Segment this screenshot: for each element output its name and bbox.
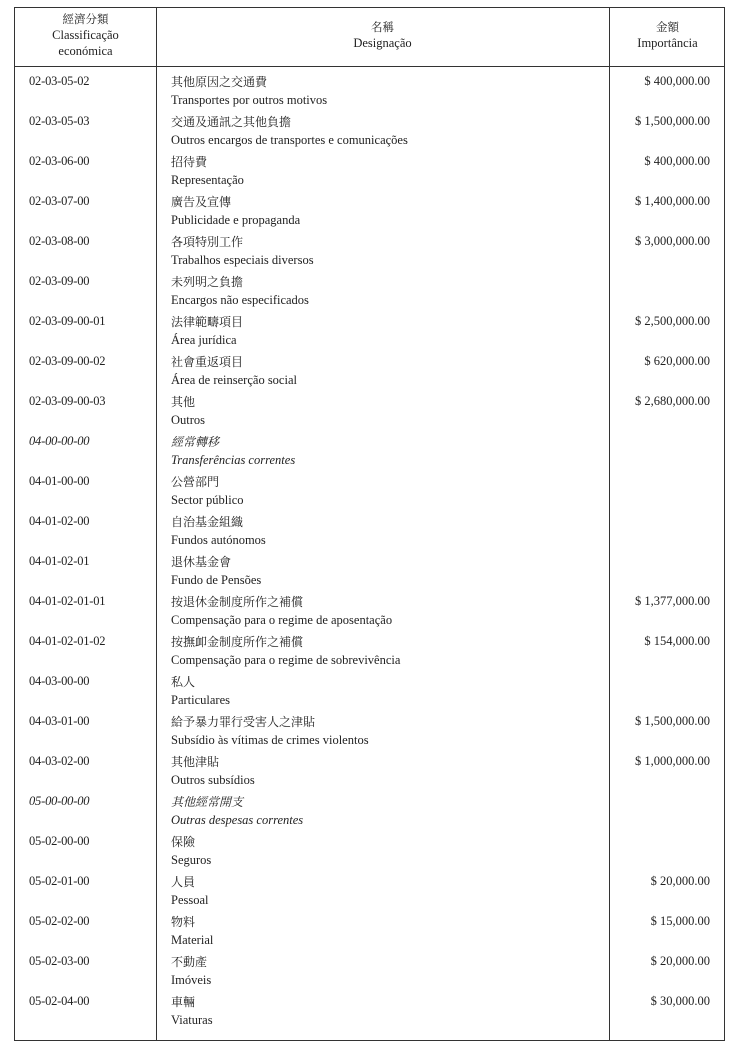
economic-code: 02-03-09-00 [29,274,90,288]
designation-pt: Outros encargos de transportes e comunicações [171,133,408,147]
economic-code: 02-03-09-00-02 [29,354,106,368]
header-classification-pt-1: Classificação [52,28,119,42]
designation-pt: Transportes por outros motivos [171,93,328,107]
designation-pt: Seguros [171,853,212,867]
table-row [15,231,724,271]
economic-code: 05-02-00-00 [29,834,90,848]
amount-value: $ 20,000.00 [650,954,710,968]
budget-table [14,7,725,1041]
designation-pt: Área jurídica [171,333,237,347]
economic-code: 04-00-00-00 [29,434,90,448]
economic-code: 04-03-00-00 [29,674,90,688]
table-row [15,111,724,151]
header-designation [156,19,609,51]
economic-code: 04-01-02-01-01 [29,594,106,608]
designation-zh: 物料 [171,915,196,929]
designation-zh: 其他 [171,395,196,409]
header-amount [609,19,726,51]
designation-pt: Sector público [171,493,244,507]
designation-pt: Imóveis [171,973,212,987]
economic-code: 02-03-09-00-01 [29,314,106,328]
designation-pt: Representação [171,173,244,187]
designation-zh: 私人 [171,675,196,689]
designation-zh: 按退休金制度所作之補償 [171,595,304,609]
amount-value: $ 2,680,000.00 [635,394,710,408]
designation-zh: 車輛 [171,995,196,1009]
designation-pt: Fundo de Pensões [171,573,262,587]
table-row [15,511,724,551]
economic-code: 04-01-02-01-02 [29,634,106,648]
designation-zh: 未列明之負擔 [171,275,244,289]
table-row [15,271,724,311]
table-row [15,791,724,831]
header-classification [15,11,156,59]
table-row [15,471,724,511]
designation-pt: Outras despesas correntes [171,813,304,827]
table-row [15,391,724,431]
table-row [15,191,724,231]
designation-zh: 其他津貼 [171,755,220,769]
designation-zh: 公營部門 [171,475,220,489]
amount-value: $ 3,000,000.00 [635,234,710,248]
header-designation-pt: Designação [353,36,412,50]
designation-zh: 其他經常開支 [171,795,244,809]
economic-code: 04-01-02-00 [29,514,90,528]
designation-pt: Pessoal [171,893,209,907]
designation-zh: 不動產 [171,955,208,969]
table-row [15,351,724,391]
table-row [15,711,724,751]
table-row [15,71,724,111]
amount-value: $ 15,000.00 [650,914,710,928]
designation-zh: 按撫卹金制度所作之補償 [171,635,304,649]
designation-pt: Trabalhos especiais diversos [171,253,314,267]
header-divider [15,66,724,67]
designation-pt: Particulares [171,693,231,707]
table-row [15,671,724,711]
designation-zh: 交通及通訊之其他負擔 [171,115,292,129]
amount-value: $ 1,500,000.00 [635,114,710,128]
designation-pt: Fundos autónomos [171,533,266,547]
amount-value: $ 400,000.00 [644,154,710,168]
designation-zh: 招待費 [171,155,208,169]
designation-zh: 其他原因之交通費 [171,75,268,89]
economic-code: 05-02-03-00 [29,954,90,968]
designation-pt: Publicidade e propaganda [171,213,301,227]
economic-code: 05-02-04-00 [29,994,90,1008]
designation-pt: Outros [171,413,206,427]
header-classification-zh: 經濟分類 [62,12,109,26]
amount-value: $ 2,500,000.00 [635,314,710,328]
table-row [15,831,724,871]
economic-code: 04-01-02-01 [29,554,90,568]
table-row [15,991,724,1031]
designation-pt: Compensação para o regime de sobrevivência [171,653,401,667]
amount-value: $ 1,400,000.00 [635,194,710,208]
designation-pt: Encargos não especificados [171,293,309,307]
economic-code: 02-03-05-03 [29,114,90,128]
economic-code: 04-03-01-00 [29,714,90,728]
designation-zh: 各項特別工作 [171,235,244,249]
designation-pt: Outros subsídios [171,773,255,787]
header-amount-zh: 金額 [656,20,679,34]
designation-pt: Viaturas [171,1013,213,1027]
economic-code: 04-01-00-00 [29,474,90,488]
table-row [15,911,724,951]
table-row [15,311,724,351]
designation-zh: 保險 [171,835,196,849]
header-classification-pt-2: económica [58,44,113,58]
table-row [15,151,724,191]
table-body [15,71,724,1031]
amount-value: $ 400,000.00 [644,74,710,88]
economic-code: 04-03-02-00 [29,754,90,768]
table-row [15,551,724,591]
economic-code: 05-00-00-00 [29,794,90,808]
designation-pt: Compensação para o regime de aposentação [171,613,393,627]
designation-pt: Área de reinserção social [171,373,297,387]
amount-value: $ 1,377,000.00 [635,594,710,608]
economic-code: 02-03-09-00-03 [29,394,106,408]
economic-code: 02-03-07-00 [29,194,90,208]
designation-zh: 經常轉移 [171,435,220,449]
designation-zh: 人員 [171,875,196,889]
designation-zh: 廣告及宣傳 [171,195,232,209]
amount-value: $ 1,000,000.00 [635,754,710,768]
header-designation-zh: 名稱 [371,20,394,34]
header-amount-pt: Importância [637,36,698,50]
table-row [15,951,724,991]
designation-zh: 給予暴力罪行受害人之津貼 [171,715,316,729]
amount-value: $ 1,500,000.00 [635,714,710,728]
amount-value: $ 20,000.00 [650,874,710,888]
designation-pt: Transferências correntes [171,453,296,467]
amount-value: $ 154,000.00 [644,634,710,648]
economic-code: 05-02-01-00 [29,874,90,888]
designation-pt: Material [171,933,214,947]
economic-code: 02-03-05-02 [29,74,90,88]
designation-zh: 法律範疇項目 [171,315,244,329]
table-row [15,591,724,631]
table-row [15,631,724,671]
designation-zh: 退休基金會 [171,555,232,569]
amount-value: $ 620,000.00 [644,354,710,368]
economic-code: 02-03-08-00 [29,234,90,248]
designation-zh: 社會重返項目 [171,355,244,369]
amount-value: $ 30,000.00 [650,994,710,1008]
economic-code: 02-03-06-00 [29,154,90,168]
table-row [15,751,724,791]
designation-pt: Subsídio às vítimas de crimes violentos [171,733,369,747]
designation-zh: 自治基金組織 [171,515,244,529]
table-row [15,431,724,471]
economic-code: 05-02-02-00 [29,914,90,928]
table-row [15,871,724,911]
